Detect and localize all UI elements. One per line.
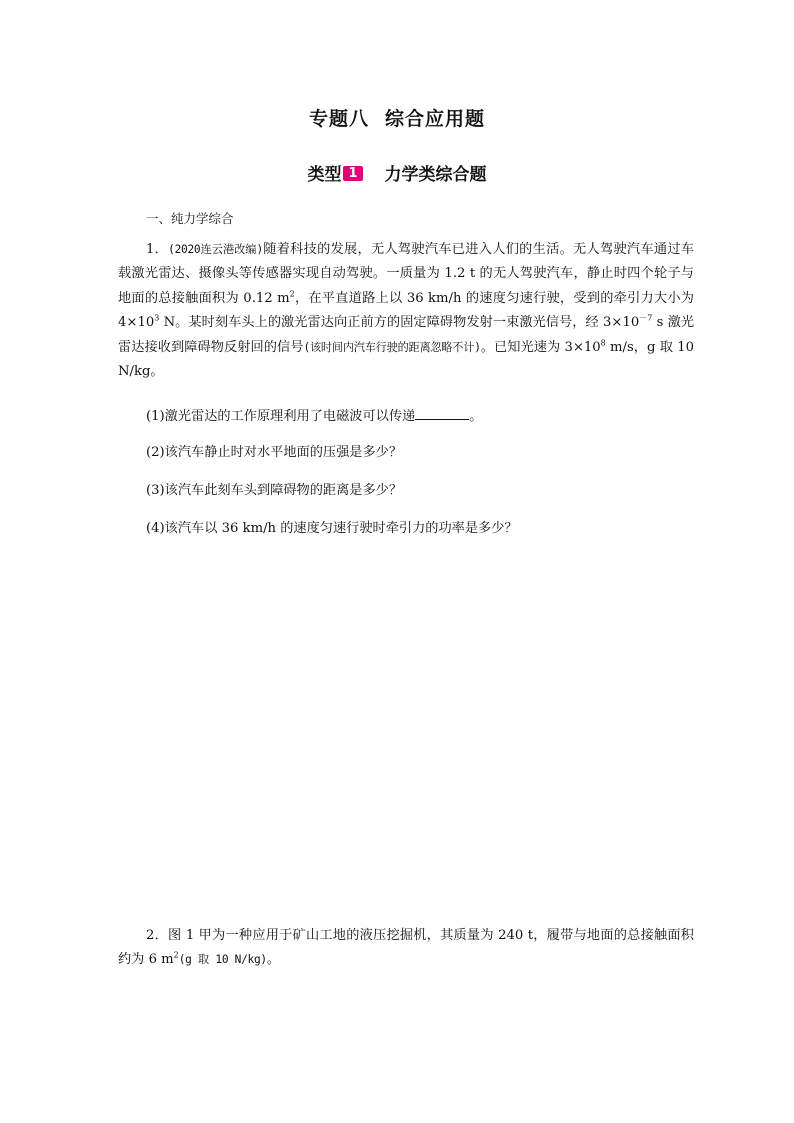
- question-1-note: (该时间内汽车行驶的距离忽略不计): [303, 340, 481, 354]
- page-title: [0, 104, 794, 131]
- title-part-1: 专题八: [308, 108, 369, 130]
- question-2: [118, 924, 694, 973]
- type-heading: [0, 160, 794, 185]
- question-1-source: (2020连云港改编): [168, 243, 263, 256]
- type-prefix: 类型: [307, 165, 342, 185]
- question-1-text-a: 随着科技的发展，无人驾驶汽车已进入人们的生活。无人驾驶汽车通过车载激光雷达、摄像头等传感器实现自动驾驶。一质量为 1.2 t 的无人驾驶汽车，静止时四个轮子与地面的总接触面积为 0.12 m: [118, 242, 695, 306]
- sub-question-3: (3)该汽车此刻车头到障碍物的距离是多少？: [146, 483, 403, 498]
- question-2-text-a: 图 1 甲为一种应用于矿山工地的液压挖掘机，其质量为 240 t，履带与地面的总接触面积约为 6 m: [118, 928, 694, 968]
- question-1-sup-e: 8: [600, 338, 606, 348]
- type-heading-text: 力学类综合题: [384, 165, 487, 185]
- section-heading: 一、纯力学综合: [146, 211, 234, 226]
- title-part-2: 综合应用题: [385, 108, 486, 130]
- question-2-sup-a: 2: [173, 951, 179, 961]
- type-number-badge: 1: [343, 166, 362, 181]
- sub-question-1-end: 。: [469, 409, 483, 424]
- question-1-text-d: s 激光雷达接收到障碍物反射回的信号: [118, 315, 695, 355]
- sub-question-1: [146, 405, 482, 424]
- question-1-text-e: 。已知光速为 3×10: [480, 339, 601, 355]
- question-2-text-b: 。: [266, 952, 281, 968]
- question-1-sup-c: －7: [639, 313, 653, 323]
- question-2-number: 2．: [146, 928, 169, 943]
- sub-question-4: (4)该汽车以 36 km/h 的速度匀速行驶时牵引力的功率是多少？: [146, 521, 518, 536]
- question-1-text-b: ，在平直道路上以 36 km/h 的速度匀速行驶，受到的牵引力大小为 4×10: [118, 290, 694, 331]
- question-1: [118, 238, 694, 384]
- question-1-sup-a: 2: [289, 289, 295, 299]
- question-1-text-c: N。某时刻车头上的激光雷达向正前方的固定障碍物发射一束激光信号，经 3×10: [159, 315, 640, 331]
- sub-question-1-text: (1)激光雷达的工作原理利用了电磁波可以传递: [146, 409, 416, 424]
- answer-blank[interactable]: [415, 407, 469, 420]
- sub-question-2: (2)该汽车静止时对水平地面的压强是多少？: [146, 445, 403, 460]
- question-1-number: 1．: [146, 242, 169, 257]
- question-1-text-f: m/s，g 取 10 N/kg。: [118, 339, 695, 380]
- question-2-note: (g 取 10 N/kg): [178, 953, 267, 967]
- question-1-sup-b: 3: [154, 313, 160, 323]
